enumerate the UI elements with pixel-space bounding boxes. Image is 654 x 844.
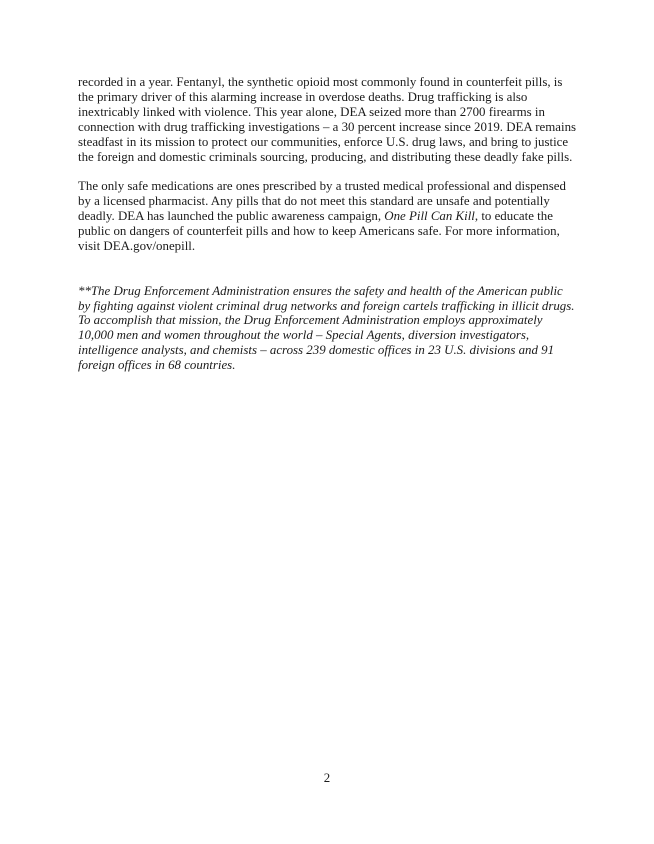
paragraph-text-after-campaign: , to educate the public on dangers of counterfeit pills and how to keep Americans safe. For more information, visit DEA.gov/onepill.: [78, 209, 560, 253]
page-content: [78, 75, 578, 388]
paragraph-safe-medications: [78, 179, 578, 254]
campaign-name-one-pill-can-kill: One Pill Can Kill: [384, 209, 475, 224]
paragraph-text-before-campaign: The only safe medications are ones prescribed by a trusted medical professional and dispensed by a licensed pharmacist. Any pills that do not meet this standard are unsafe and potentially deadly. DEA has launched the public awareness campaign,: [78, 179, 566, 224]
paragraph-overdose-deaths: recorded in a year. Fentanyl, the synthetic opioid most commonly found in counterfeit pills, is the primary driver of this alarming increase in overdose deaths. Drug trafficking is also inextricably linked with violence. This year alone, DEA seized more than 2700 firearms in connection with drug trafficking investigations – a 30 percent increase since 2019. DEA remains steadfast in its mission to protect our communities, enforce U.S. drug laws, and bring to justice the foreign and domestic criminals sourcing, producing, and distributing these deadly fake pills.: [78, 75, 577, 164]
page-number: 2: [323, 771, 331, 785]
paragraph-dea-boilerplate: **The Drug Enforcement Administration ensures the safety and health of the American public by fighting against violent criminal drug networks and foreign cartels trafficking in illicit drugs. To accomplish that mission, the Drug Enforcement Administration employs approximately 10,000 men and women throughout the world – Special Agents, diversion investigators, intelligence analysts, and chemists – across 239 domestic offices in 23 U.S. divisions and 91 foreign offices in 68 countries.: [78, 283, 575, 373]
